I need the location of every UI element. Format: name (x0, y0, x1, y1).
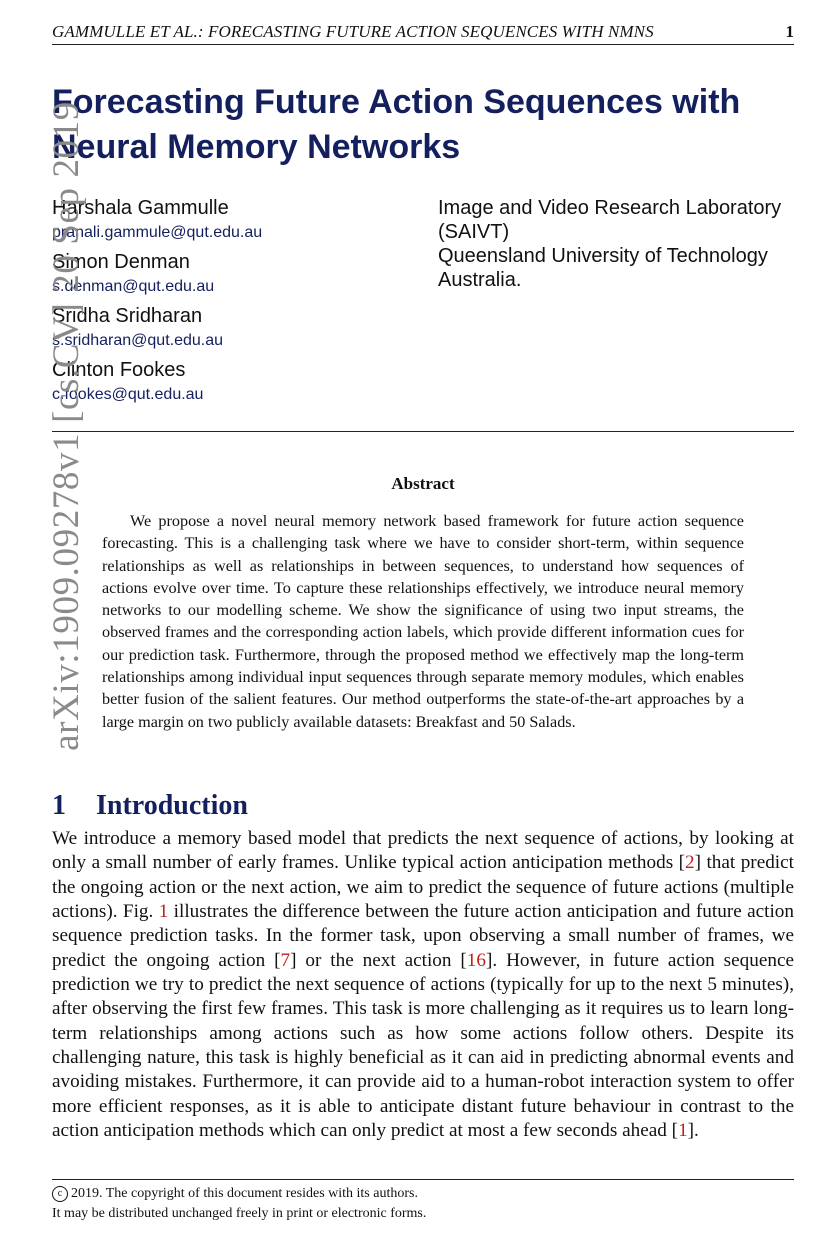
arxiv-identifier-stamp: arXiv:1909.09278v1 [cs.CV] 20 Sep 2019 (46, 101, 87, 751)
intro-text-segment: ] or the next action [ (290, 949, 467, 971)
citation-link[interactable]: 16 (466, 949, 486, 971)
section-title: Introduction (96, 790, 248, 821)
author-name: Simon Denman (52, 251, 190, 273)
affiliation-line: Image and Video Research Laboratory (438, 197, 782, 219)
title-line-1: Forecasting Future Action Sequences with (52, 83, 741, 121)
author-email-link[interactable]: c.fookes@qut.edu.au (52, 386, 204, 403)
author-list (52, 195, 412, 411)
citation-link[interactable]: 1 (678, 1120, 688, 1142)
author-block (52, 357, 412, 411)
paper-title (52, 80, 812, 170)
affiliation-line: Australia. (438, 269, 522, 291)
footnote-line-2: It may be distributed unchanged freely in print or electronic forms. (52, 1206, 427, 1221)
section-number: 1 (52, 790, 66, 821)
intro-text-segment: We introduce a memory based model that predicts the next sequence of actions, by looking at only a small number of early frames. Unlike typical action anticipation methods [ (52, 828, 794, 874)
footnote-text: 2019. The copyright of this document resides with its authors. (71, 1186, 418, 1201)
abstract-body: We propose a novel neural memory network based framework for future action sequence forecasting. This is a challenging task where we have to consider short-term, within sequence relationships as well as relationships in between sequences, to understand how sequences of actions evolve over time. To capture these relationships effectively, we introduce neural memory networks to our modelling scheme. We show the significance of using two input streams, the observed frames and the corresponding action labels, which provide different information cues for our prediction task. Furthermore, through the proposed method we effectively map the long-term relationships among individual input sequences through separate memory modules, which enables better fusion of the salient features. Our method outperforms the state-of-the-art approaches by a large margin on two publicly available datasets: Breakfast and 50 Salads. (102, 512, 744, 731)
running-head-title: GAMMULLE ET AL.: FORECASTING FUTURE ACTION SEQUENCES WITH NMNS (52, 22, 654, 41)
affiliation-line: Queensland University of Technology (438, 245, 768, 267)
author-email-link[interactable]: pranali.gammule@qut.edu.au (52, 224, 263, 241)
running-head (52, 20, 794, 45)
author-email-link[interactable]: s.sridharan@qut.edu.au (52, 332, 224, 349)
intro-text-segment: ] that predict the ongoing action or the next action, we aim to predict the sequence of future actions (multiple actions). Fig. (52, 852, 794, 923)
author-email-link[interactable]: s.denman@qut.edu.au (52, 278, 215, 295)
affiliation-line: (SAIVT) (438, 221, 510, 243)
abstract-heading: Abstract (391, 474, 455, 493)
author-block (52, 195, 412, 249)
introduction-paragraph (52, 827, 794, 1143)
author-block (52, 249, 412, 303)
title-line-2: Neural Memory Networks (52, 128, 461, 166)
citation-link[interactable]: 7 (280, 949, 291, 971)
copyright-footnote (52, 1184, 794, 1224)
author-name: Harshala Gammulle (52, 197, 229, 219)
author-name: Sridha Sridharan (52, 305, 203, 327)
intro-text-segment: ]. However, in future action sequence prediction we try to predict the next sequence of actions (typically for up to the next 5 minutes), after observing the first few frames. This task is more challenging as it requires us to learn long-term relationships among actions such as how some actions follow others. Despite its challenging nature, this task is highly beneficial as it can aid in predicting abnormal events and avoiding mistakes. Furthermore, it can provide aid to a human-robot interaction system to offer more efficient responses, as it is able to anticipate distant future behaviour in contrast to the action anticipation methods which can only predict at most a few seconds ahead [ (52, 949, 794, 1142)
intro-text-segment: illustrates the difference between the future action anticipation and future action sequence prediction tasks. In the former task, upon observing a small number of frames, we predict the ongoing action [ (52, 901, 794, 971)
footnote-line-1 (52, 1184, 794, 1204)
header-divider (52, 431, 794, 432)
section-heading (52, 790, 794, 822)
page-number: 1 (785, 22, 794, 41)
citation-link[interactable]: 2 (685, 852, 695, 874)
author-block (52, 303, 412, 357)
figure-link[interactable]: 1 (158, 901, 169, 923)
author-name: Clinton Fookes (52, 359, 186, 381)
footnote-divider (52, 1179, 794, 1180)
intro-text-segment: ]. (687, 1120, 699, 1142)
copyright-icon: c (52, 1186, 68, 1202)
affiliation (438, 196, 818, 292)
